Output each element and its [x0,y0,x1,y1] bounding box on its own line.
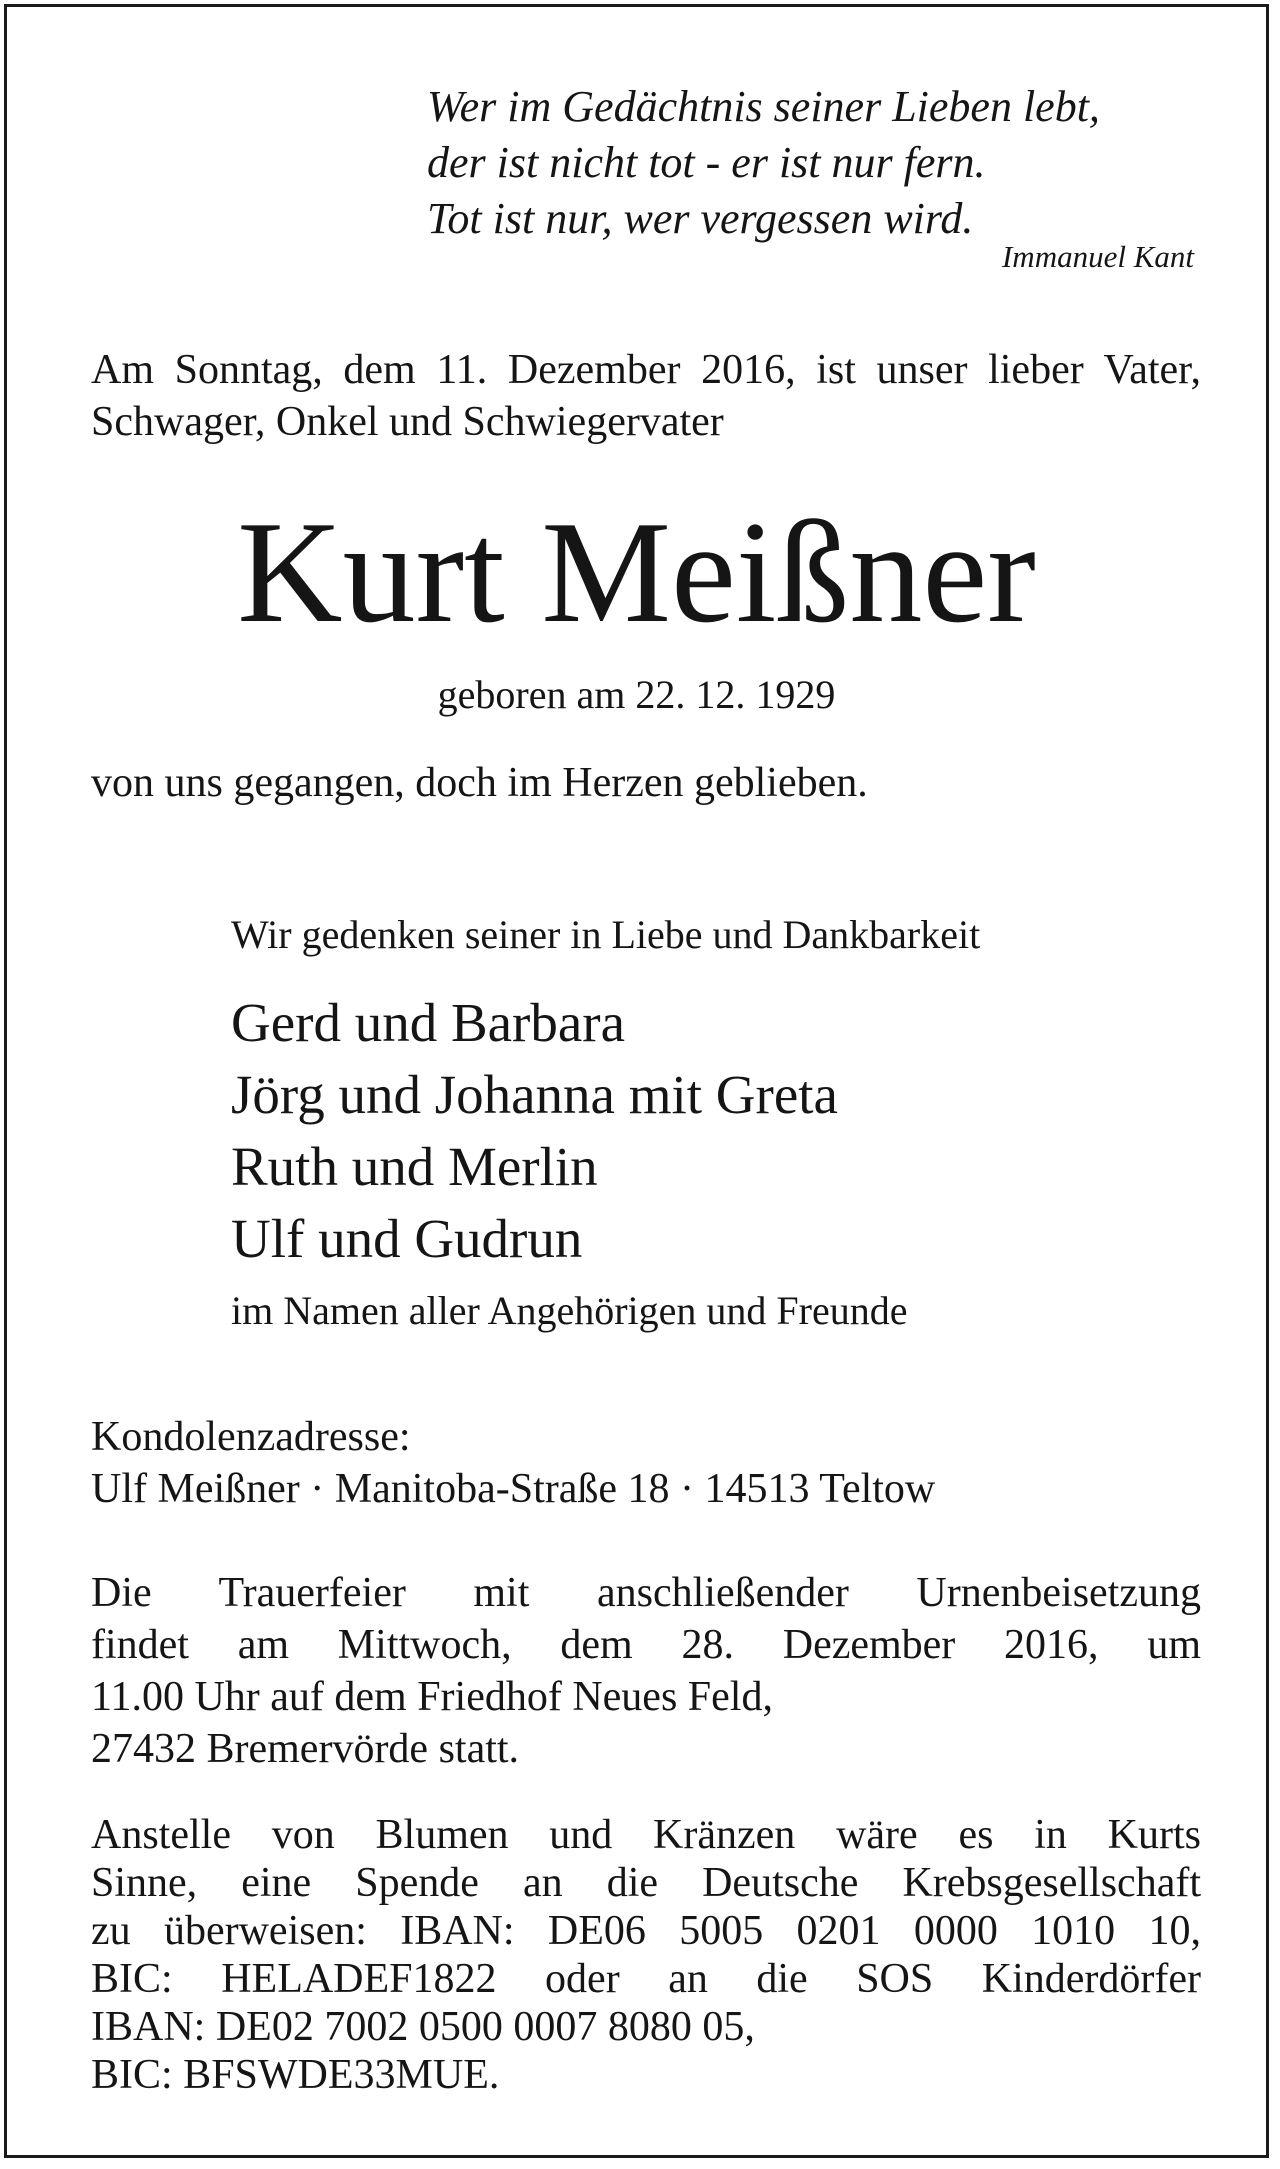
quote-line: der ist nicht tot - er ist nur fern. [427,138,986,187]
ceremony-line: findet am Mittwoch, dem 28. Dezember 2016, um [91,1622,1201,1668]
ceremony-info [91,1567,1201,1775]
donation-info [91,1811,1201,2099]
donation-line: Anstelle von Blumen und Kränzen wäre es in Kurts [91,1812,1201,1858]
quote [427,79,1201,247]
donation-line: zu überweisen: IBAN: DE06 5005 0201 0000 1010 10, [91,1908,1201,1954]
quote-line: Tot ist nur, wer vergessen wird. [427,194,974,243]
passed-text: von uns gegangen, doch im Herzen geblieben. [91,760,868,806]
donation-line: Sinne, eine Spende an die Deutsche Krebsgesellschaft [91,1860,1201,1906]
family-member: Jörg und Johanna mit Greta [231,1064,838,1125]
relatives-line: im Namen aller Angehörigen und Freunde [231,1288,908,1333]
quote-line: Wer im Gedächtnis seiner Lieben lebt, [427,82,1100,131]
family-member: Gerd und Barbara [231,992,625,1053]
ceremony-line: Die Trauerfeier mit anschließender Urnenbeisetzung [91,1570,1201,1616]
donation-line: IBAN: DE02 7002 0500 0007 8080 05, [91,2004,755,2050]
memory-line: Wir gedenken seiner in Liebe und Dankbarkeit [231,912,981,957]
donation-line: BIC: BFSWDE33MUE. [91,2052,500,2098]
address-label: Kondolenzadresse: [91,1414,411,1460]
ceremony-line: 11.00 Uhr auf dem Friedhof Neues Feld, [91,1674,773,1720]
address-value: Ulf Meißner · Manitoba-Straße 18 · 14513 Teltow [91,1466,936,1512]
birth-date: geboren am 22. 12. 1929 [437,672,836,717]
family-member: Ulf und Gudrun [231,1208,583,1269]
obituary-notice [4,4,1269,2158]
family-member: Ruth und Merlin [231,1136,598,1197]
intro-text: Am Sonntag, dem 11. Dezember 2016, ist unser lieber Vater, Schwager, Onkel und Schwiegervater [91,347,1201,445]
deceased-name: Kurt Meißner [237,491,1036,653]
condolence-address [91,1411,935,1515]
family-list [231,987,838,1275]
ceremony-line: 27432 Bremervörde statt. [91,1726,520,1772]
quote-author: Immanuel Kant [1001,239,1194,274]
donation-line: BIC: HELADEF1822 oder an die SOS Kinderdörfer [91,1956,1201,2002]
